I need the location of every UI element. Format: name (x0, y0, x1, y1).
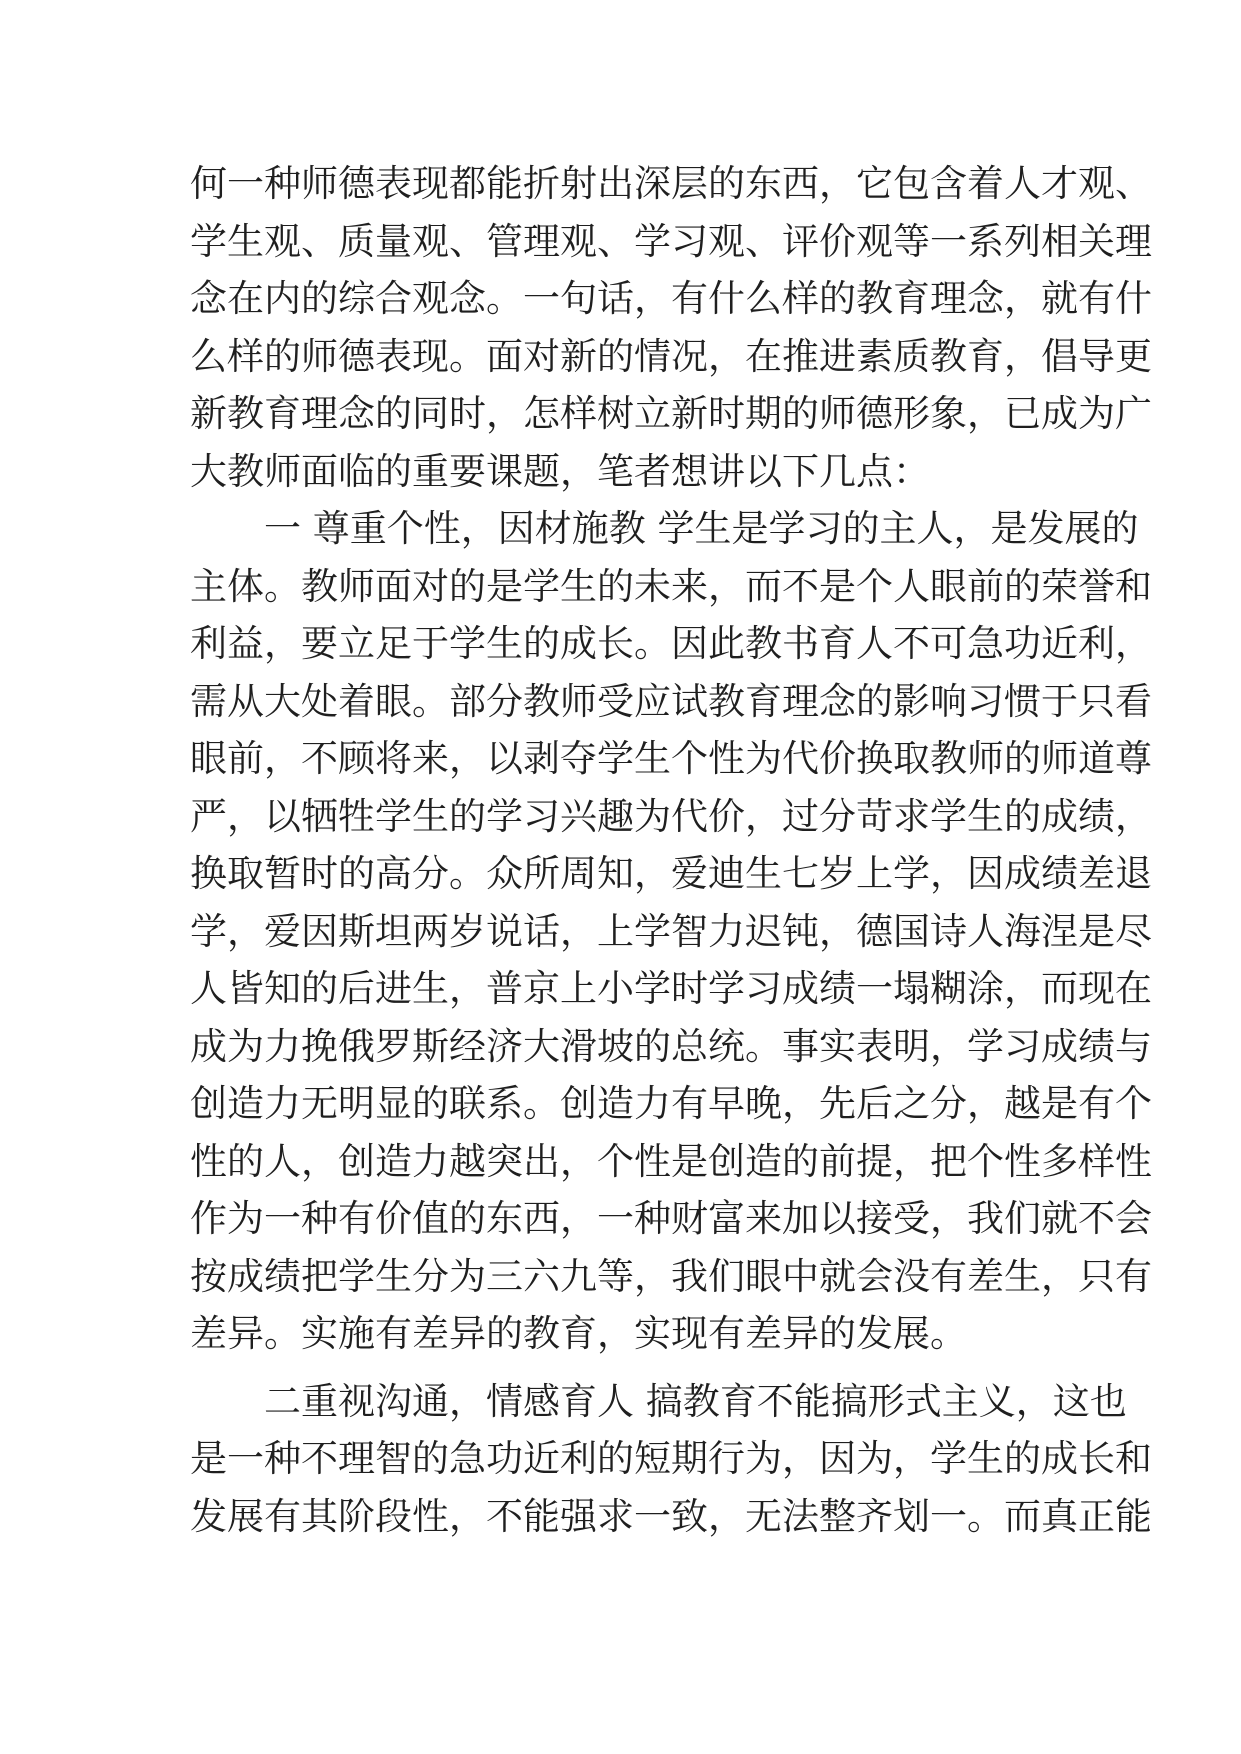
text-line: 成为力挽俄罗斯经济大滑坡的总统。事实表明，学习成绩与 (190, 1024, 1152, 1068)
text-line: 学，爱因斯坦两岁说话，上学智力迟钝，德国诗人海涅是尽 (190, 909, 1152, 953)
text-line: 念在内的综合观念。一句话，有什么样的教育理念，就有什 (190, 277, 1152, 320)
text-line: 学生观、质量观、管理观、学习观、评价观等一系列相关理 (190, 219, 1152, 263)
paragraph-3 (190, 1373, 1152, 1546)
paragraph-2 (190, 500, 1152, 1363)
text-line: 眼前，不顾将来，以剥夺学生个性为代价换取教师的师道尊 (190, 737, 1152, 780)
text-line: 何一种师德表现都能折射出深层的东西，它包含着人才观、 (190, 162, 1152, 205)
text-line: 性的人，创造力越突出，个性是创造的前提，把个性多样性 (190, 1139, 1152, 1183)
text-line: 么样的师德表现。面对新的情况，在推进素质教育，倡导更 (190, 334, 1152, 378)
text-line: 严，以牺牲学生的学习兴趣为代价，过分苛求学生的成绩， (190, 794, 1152, 838)
text-line: 按成绩把学生分为三六九等，我们眼中就会没有差生，只有 (190, 1254, 1152, 1298)
text-line: 一 尊重个性，因材施教 学生是学习的主人，是发展的 (264, 507, 1139, 550)
text-line: 需从大处着眼。部分教师受应试教育理念的影响习惯于只看 (190, 679, 1152, 723)
paragraph-spacing (190, 1363, 1070, 1373)
text-line: 换取暂时的高分。众所周知，爱迪生七岁上学，因成绩差退 (190, 852, 1152, 895)
text-line: 发展有其阶段性，不能强求一致，无法整齐划一。而真正能 (190, 1494, 1152, 1538)
text-line: 是一种不理智的急功近利的短期行为，因为，学生的成长和 (190, 1437, 1152, 1480)
text-line: 利益，要立足于学生的成长。因此教书育人不可急功近利， (190, 622, 1152, 665)
text-line: 人皆知的后进生，普京上小学时学习成绩一塌糊涂，而现在 (190, 967, 1152, 1010)
text-line: 差异。实施有差异的教育，实现有差异的发展。 (190, 1312, 967, 1355)
text-line: 二重视沟通，情感育人 搞教育不能搞形式主义，这也 (264, 1379, 1127, 1423)
paragraph-1 (190, 155, 1152, 500)
body-text (190, 155, 1152, 1545)
text-line: 新教育理念的同时，怎样树立新时期的师德形象，已成为广 (190, 392, 1152, 435)
text-line: 作为一种有价值的东西，一种财富来加以接受，我们就不会 (190, 1197, 1152, 1240)
text-line: 大教师面临的重要课题，笔者想讲以下几点： (190, 449, 930, 493)
text-line: 主体。教师面对的是学生的未来，而不是个人眼前的荣誉和 (190, 564, 1152, 608)
text-line: 创造力无明显的联系。创造力有早晚，先后之分，越是有个 (190, 1082, 1152, 1125)
